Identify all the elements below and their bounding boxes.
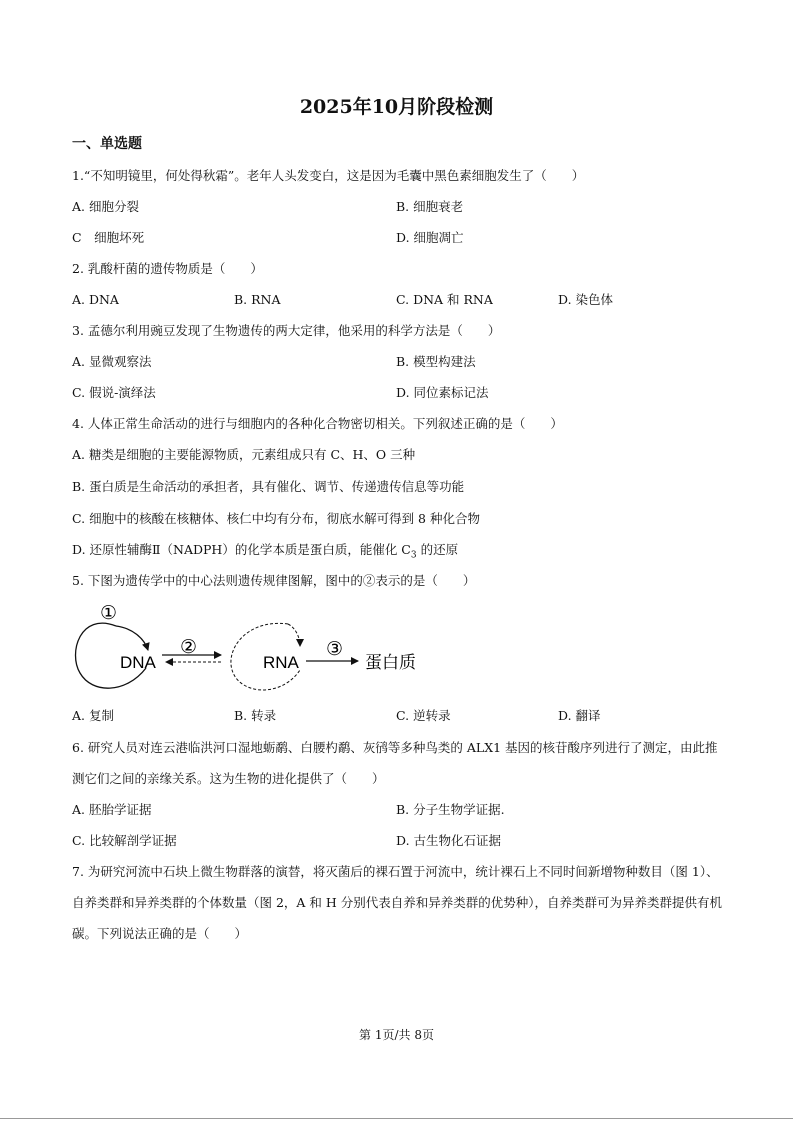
question-5-option-b: B. 转录 xyxy=(234,708,277,723)
page-title: 2025年10月阶段检测 xyxy=(299,96,494,118)
question-5-option-d: D. 翻译 xyxy=(558,708,601,723)
section-heading: 一、单选题 xyxy=(72,136,142,152)
question-6-option-c: C. 比较解剖学证据 xyxy=(72,833,177,848)
question-3-option-a: A. 显微观察法 xyxy=(72,354,152,369)
question-4-option-d-text: D. 还原性辅酶Ⅱ（NADPH）的化学本质是蛋白质，能催化 C xyxy=(72,542,411,557)
question-1-option-c: C 细胞坏死 xyxy=(72,230,145,245)
question-6-option-b: B. 分子生物学证据. xyxy=(396,802,505,817)
question-7-stem: 7. 为研究河流中石块上微生物群落的演替，将灭菌后的裸石置于河流中，统计裸石上不同时间新增物种数目（图 1）、自养类群和异养类群的个体数量（图 2，A 和 H 分别代表自养和异养类群的优势种），自养类群可为异养类群提供有机碳。下列说法正确的是（ ） xyxy=(72,864,723,941)
question-1-option-d: D. 细胞凋亡 xyxy=(396,230,464,245)
label-dna: DNA xyxy=(120,653,156,672)
question-4-option-a: A. 糖类是细胞的主要能源物质，元素组成只有 C、H、O 三种 xyxy=(72,447,416,462)
question-5-option-c: C. 逆转录 xyxy=(396,708,451,723)
question-4-option-d xyxy=(72,542,458,564)
question-5-stem: 5. 下图为遗传学中的中心法则遗传规律图解，图中的②表示的是（ ） xyxy=(72,573,476,588)
question-1-stem: 1.“不知明镜里，何处得秋霜”。老年人头发变白，这是因为毛囊中黑色素细胞发生了（ ） xyxy=(72,168,585,183)
page-bottom-divider xyxy=(0,1118,793,1119)
replication-loop-head xyxy=(116,626,148,650)
label-circle-1: ① xyxy=(100,602,118,624)
question-2-option-c: C. DNA 和 RNA xyxy=(396,292,493,307)
question-1-option-a: A. 细胞分裂 xyxy=(72,199,139,214)
question-3-stem: 3. 孟德尔利用豌豆发现了生物遗传的两大定律，他采用的科学方法是（ ） xyxy=(72,323,501,338)
page-footer: 第 1页/共 8页 xyxy=(359,1028,434,1042)
question-6-option-a: A. 胚胎学证据 xyxy=(72,802,152,817)
question-2-stem: 2. 乳酸杆菌的遗传物质是（ ） xyxy=(72,261,263,276)
question-6-stem: 6. 研究人员对连云港临洪河口湿地蛎鹬、白腰杓鹬、灰鸻等多种鸟类的 ALX1 基因的核苷酸序列进行了测定，由此推测它们之间的亲缘关系。这为生物的进化提供了（ ） xyxy=(72,740,718,786)
question-1-option-b: B. 细胞衰老 xyxy=(396,199,464,214)
question-6-option-d: D. 古生物化石证据 xyxy=(396,833,502,848)
question-2-option-d: D. 染色体 xyxy=(558,292,614,307)
question-3-option-d: D. 同位素标记法 xyxy=(396,385,489,400)
label-rna: RNA xyxy=(263,653,299,672)
central-dogma-diagram xyxy=(68,598,438,700)
label-circle-2: ② xyxy=(180,636,198,658)
question-3-option-b: B. 模型构建法 xyxy=(396,354,476,369)
question-4-option-b: B. 蛋白质是生命活动的承担者，具有催化、调节、传递遗传信息等功能 xyxy=(72,479,465,494)
question-2-option-a: A. DNA xyxy=(72,292,119,307)
question-5-option-a: A. 复制 xyxy=(72,708,114,723)
question-4-option-d-tail: 的还原 xyxy=(416,542,459,557)
question-3-option-c: C. 假说-演绎法 xyxy=(72,385,156,400)
label-circle-3: ③ xyxy=(326,638,344,660)
question-4-stem: 4. 人体正常生命活动的进行与细胞内的各种化合物密切相关。下列叙述正确的是（ ） xyxy=(72,416,563,431)
label-protein: 蛋白质 xyxy=(365,653,416,673)
question-4-option-c: C. 细胞中的核酸在核糖体、核仁中均有分布，彻底水解可得到 8 种化合物 xyxy=(72,511,480,526)
question-2-option-b: B. RNA xyxy=(234,292,281,307)
subscript: 3 xyxy=(410,550,417,561)
rna-loop-head xyxy=(288,624,300,646)
